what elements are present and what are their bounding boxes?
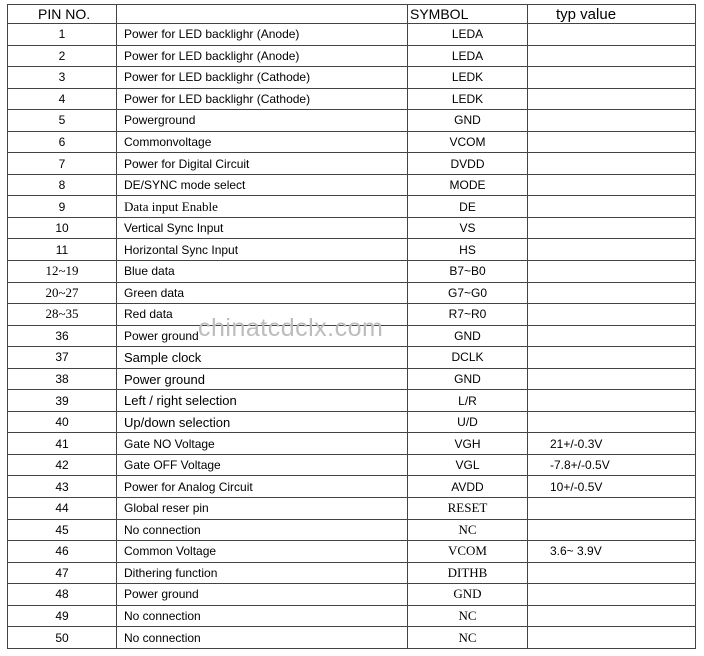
pin-cell: 10 [8,217,117,239]
function-cell: Power for LED backlighr (Cathode) [117,67,408,89]
pin-cell: 3 [8,67,117,89]
symbol-cell: VS [408,217,528,239]
typ-value-cell [528,153,696,175]
pin-cell: 5 [8,110,117,132]
pin-cell: 37 [8,347,117,369]
symbol-cell: NC [408,519,528,541]
table-row [8,24,696,46]
symbol-cell: VCOM [408,541,528,563]
table-row [8,562,696,584]
symbol-cell: LEDK [408,88,528,110]
symbol-cell: LEDA [408,45,528,67]
pin-cell: 28~35 [8,304,117,326]
function-cell: Red data [117,304,408,326]
table-row [8,174,696,196]
typ-value-cell [528,498,696,520]
function-cell: Sample clock [117,347,408,369]
typ-value-cell: 10+/-0.5V [528,476,696,498]
symbol-cell: AVDD [408,476,528,498]
table-row [8,476,696,498]
typ-value-cell [528,605,696,627]
function-cell: Commonvoltage [117,131,408,153]
table-row [8,519,696,541]
pin-cell: 11 [8,239,117,261]
symbol-cell: DVDD [408,153,528,175]
typ-value-cell [528,217,696,239]
symbol-cell: L/R [408,390,528,412]
table-row [8,390,696,412]
pin-cell: 41 [8,433,117,455]
pin-cell: 1 [8,24,117,46]
function-cell: Green data [117,282,408,304]
pin-definition-table [7,4,696,649]
pin-cell: 7 [8,153,117,175]
symbol-cell: GND [408,110,528,132]
symbol-cell: GND [408,584,528,606]
function-cell: DE/SYNC mode select [117,174,408,196]
table-row [8,605,696,627]
function-cell: Gate OFF Voltage [117,454,408,476]
table-row [8,131,696,153]
header-symbol: SYMBOL [408,5,528,24]
table-row [8,45,696,67]
function-cell: Power for LED backlighr (Cathode) [117,88,408,110]
pin-cell: 4 [8,88,117,110]
symbol-cell: LEDK [408,67,528,89]
table-row [8,261,696,283]
symbol-cell: HS [408,239,528,261]
table-row [8,282,696,304]
typ-value-cell [528,368,696,390]
typ-value-cell [528,347,696,369]
typ-value-cell [528,45,696,67]
function-cell: Data input Enable [117,196,408,218]
typ-value-cell [528,562,696,584]
function-cell: Horizontal Sync Input [117,239,408,261]
symbol-cell: B7~B0 [408,261,528,283]
table-row [8,498,696,520]
symbol-cell: GND [408,325,528,347]
pin-cell: 8 [8,174,117,196]
function-cell: No connection [117,519,408,541]
function-cell: Left / right selection [117,390,408,412]
typ-value-cell [528,131,696,153]
symbol-cell: DE [408,196,528,218]
table-row [8,239,696,261]
symbol-cell: MODE [408,174,528,196]
table-row [8,584,696,606]
typ-value-cell [528,325,696,347]
function-cell: Power for Analog Circuit [117,476,408,498]
table-row [8,110,696,132]
table-row [8,153,696,175]
table-header-row [8,5,696,24]
table-row [8,627,696,649]
typ-value-cell [528,239,696,261]
symbol-cell: VCOM [408,131,528,153]
pin-cell: 43 [8,476,117,498]
header-function [117,5,408,24]
typ-value-cell: 21+/-0.3V [528,433,696,455]
function-cell: Power ground [117,368,408,390]
pin-cell: 20~27 [8,282,117,304]
watermark: chinatcdclx.com [198,314,384,342]
function-cell: Gate NO Voltage [117,433,408,455]
typ-value-cell: 3.6~ 3.9V [528,541,696,563]
function-cell: Blue data [117,261,408,283]
pin-cell: 6 [8,131,117,153]
pin-cell: 36 [8,325,117,347]
table-row [8,67,696,89]
table-row [8,454,696,476]
function-cell: Common Voltage [117,541,408,563]
table-body [8,24,696,649]
pin-cell: 38 [8,368,117,390]
typ-value-cell [528,390,696,412]
typ-value-cell [528,110,696,132]
table-row [8,411,696,433]
symbol-cell: NC [408,605,528,627]
symbol-cell: VGL [408,454,528,476]
function-cell: Dithering function [117,562,408,584]
function-cell: No connection [117,605,408,627]
table-row [8,304,696,326]
typ-value-cell [528,24,696,46]
function-cell: Power ground [117,325,408,347]
typ-value-cell [528,411,696,433]
symbol-cell: LEDA [408,24,528,46]
function-cell: Powerground [117,110,408,132]
symbol-cell: R7~R0 [408,304,528,326]
pin-cell: 9 [8,196,117,218]
symbol-cell: NC [408,627,528,649]
symbol-cell: G7~G0 [408,282,528,304]
function-cell: Up/down selection [117,411,408,433]
pin-cell: 45 [8,519,117,541]
pin-cell: 49 [8,605,117,627]
typ-value-cell [528,196,696,218]
symbol-cell: RESET [408,498,528,520]
pin-cell: 42 [8,454,117,476]
function-cell: Power ground [117,584,408,606]
function-cell: Power for LED backlighr (Anode) [117,45,408,67]
pin-cell: 50 [8,627,117,649]
typ-value-cell [528,261,696,283]
table-row [8,325,696,347]
header-typ-value: typ value [528,5,696,24]
pin-cell: 48 [8,584,117,606]
pin-cell: 44 [8,498,117,520]
typ-value-cell [528,627,696,649]
pin-cell: 12~19 [8,261,117,283]
function-cell: Power for LED backlighr (Anode) [117,24,408,46]
typ-value-cell [528,282,696,304]
typ-value-cell [528,174,696,196]
typ-value-cell [528,519,696,541]
function-cell: Global reser pin [117,498,408,520]
pin-cell: 2 [8,45,117,67]
symbol-cell: U/D [408,411,528,433]
pin-cell: 39 [8,390,117,412]
table-row [8,541,696,563]
symbol-cell: VGH [408,433,528,455]
table-row [8,347,696,369]
header-pin-no: PIN NO. [8,5,117,24]
table-row [8,368,696,390]
typ-value-cell [528,88,696,110]
function-cell: Vertical Sync Input [117,217,408,239]
table-row [8,433,696,455]
symbol-cell: DCLK [408,347,528,369]
table-row [8,88,696,110]
pin-cell: 46 [8,541,117,563]
function-cell: No connection [117,627,408,649]
typ-value-cell [528,584,696,606]
table-row [8,196,696,218]
table-row [8,217,696,239]
pin-cell: 40 [8,411,117,433]
function-cell: Power for Digital Circuit [117,153,408,175]
typ-value-cell [528,304,696,326]
pin-cell: 47 [8,562,117,584]
symbol-cell: DITHB [408,562,528,584]
typ-value-cell: -7.8+/-0.5V [528,454,696,476]
symbol-cell: GND [408,368,528,390]
typ-value-cell [528,67,696,89]
